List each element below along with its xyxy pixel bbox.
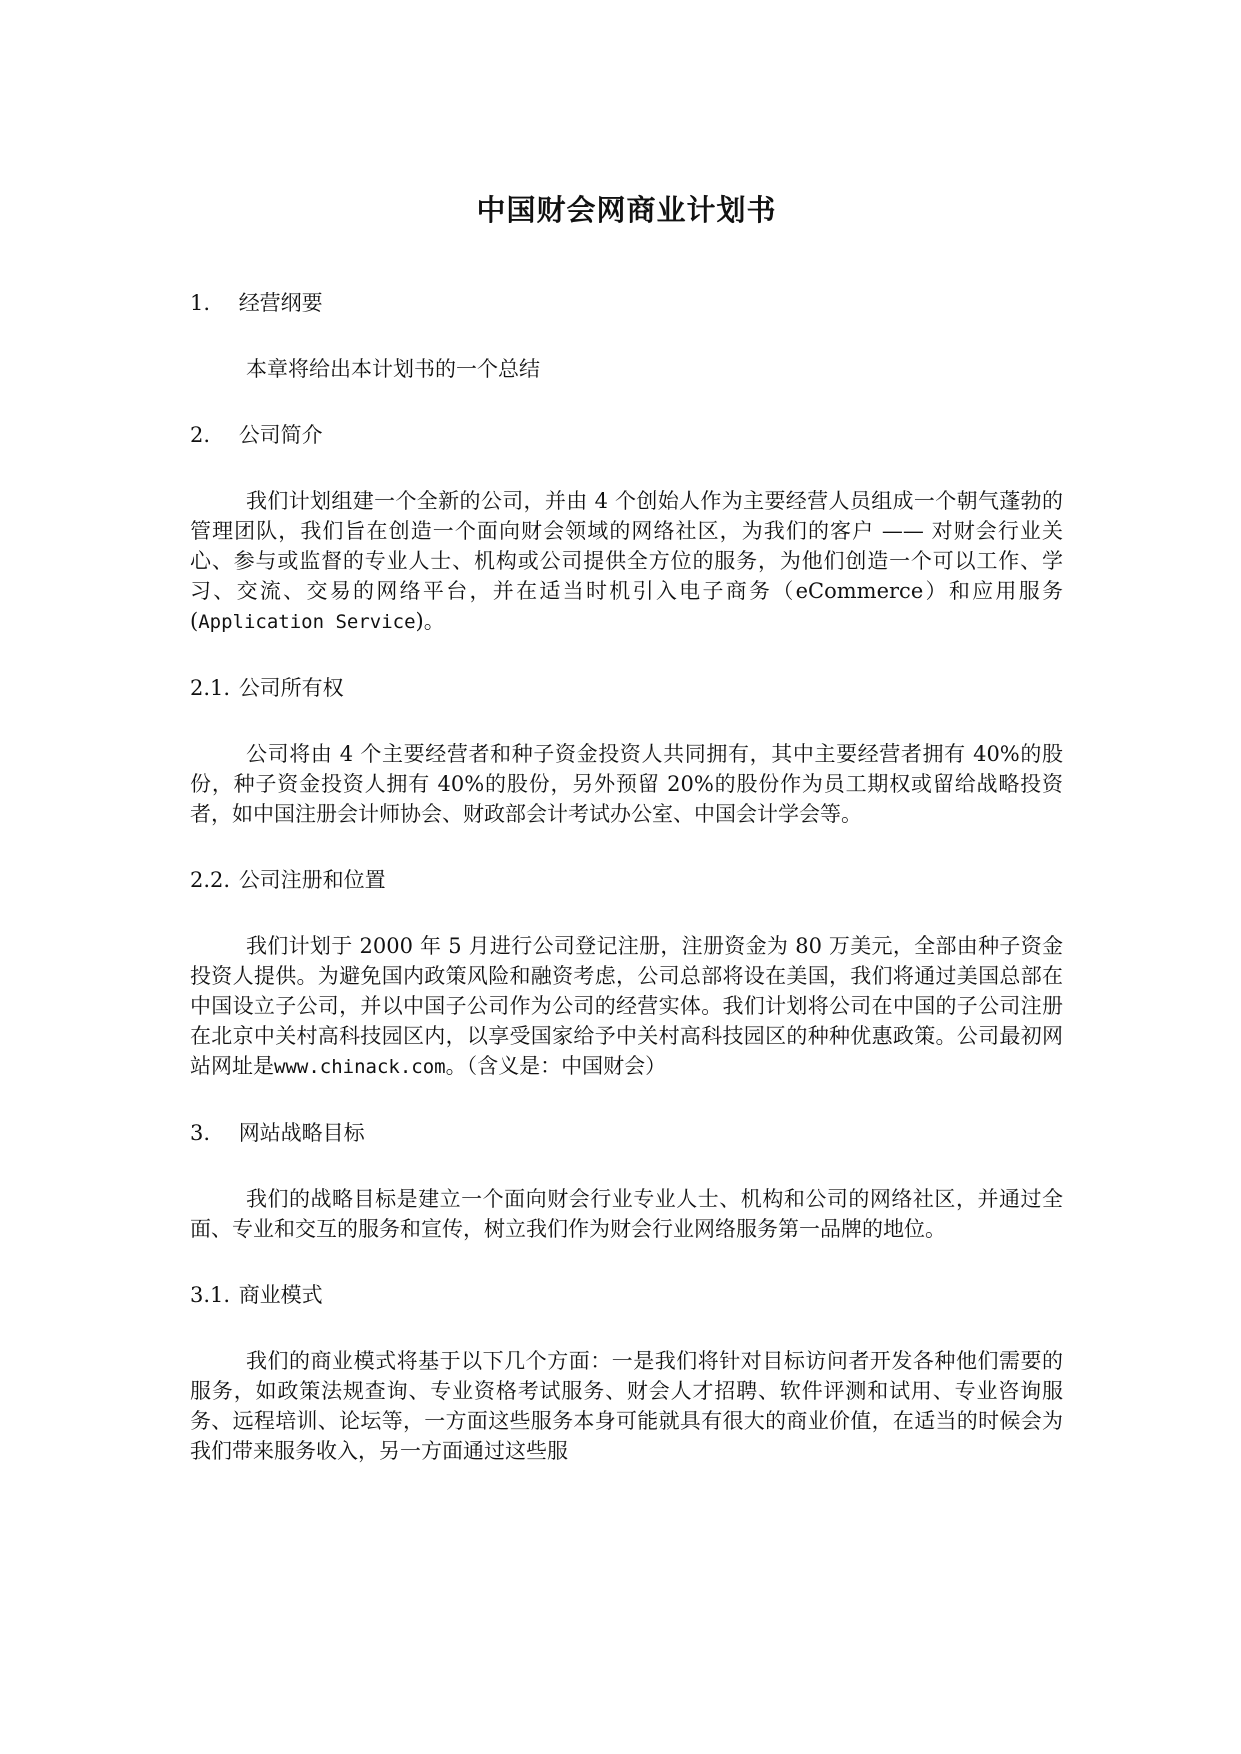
section-paragraph — [190, 486, 1063, 637]
section-heading — [190, 288, 1063, 318]
document-title: 中国财会网商业计划书 — [476, 193, 777, 227]
section-paragraph: 我们的商业模式将基于以下几个方面：一是我们将针对目标访问者开发各种他们需要的服务，如政策法规查询、专业资格考试服务、财会人才招聘、软件评测和试用、专业咨询服务、远程培训、论坛等，一方面这些服务本身可能就具有很大的商业价值，在适当的时候会为我们带来服务收入，另一方面通过这些服 — [190, 1349, 1063, 1463]
paragraph-term: Application Service — [198, 611, 416, 633]
section-heading — [190, 1118, 1063, 1148]
section-paragraph: 我们的战略目标是建立一个面向财会行业专业人士、机构和公司的网络社区，并通过全面、专业和交互的服务和宣传，树立我们作为财会行业网络服务第一品牌的地位。 — [190, 1187, 1063, 1241]
section-number: 3. — [190, 1121, 211, 1145]
paragraph-text: 我们计划于 2000 年 5 月进行公司登记注册，注册资金为 80 万美元，全部由种子资金投资人提供。为避免国内政策风险和融资考虑，公司总部将设在美国，我们将通过美国总部在中国设立子公司，并以中国子公司作为公司的经营实体。我们计划将公司在中国的子公司注册在北京中关村高科技园区内，以享受国家给予中关村高科技园区的种种优惠政策。公司最初网站网址是 — [190, 934, 1063, 1078]
section-number: 3.1. — [190, 1283, 231, 1307]
section-title: 公司所有权 — [238, 676, 344, 700]
section-title: 经营纲要 — [238, 291, 323, 315]
section-number: 2.2. — [190, 868, 231, 892]
paragraph-text: ）和应用服务( — [190, 579, 1064, 633]
section-heading — [190, 1280, 1063, 1310]
section-title: 公司简介 — [238, 423, 323, 447]
section-paragraph: 本章将给出本计划书的一个总结 — [246, 357, 540, 381]
section-paragraph: 公司将由 4 个主要经营者和种子资金投资人共同拥有，其中主要经营者拥有 40%的股份，种子资金投资人拥有 40%的股份，另外预留 20%的股份作为员工期权或留给战略投资者，如中国注册会计师协会、财政部会计考试办公室、中国会计学会等。 — [190, 742, 1063, 826]
section-heading — [190, 865, 1063, 895]
section-title: 公司注册和位置 — [238, 868, 386, 892]
section-number: 2.1. — [190, 676, 231, 700]
paragraph-text: 。（含义是：中国财会） — [445, 1054, 667, 1078]
paragraph-text: 我们计划组建一个全新的公司，并由 4 个创始人作为主要经营人员组成一个朝气蓬勃的管理团队，我们旨在创造一个面向财会领域的网络社区，为我们的客户 —— 对财会行业关心、参与或监督的专业人士、机构或公司提供全方位的服务，为他们创造一个可以工作、学习、交流、交易的网络平台，并在适当时机引入电子商务（ — [190, 489, 1063, 603]
section-number: 2. — [190, 423, 211, 447]
section-number: 1. — [190, 291, 211, 315]
paragraph-text: )。 — [415, 609, 445, 633]
paragraph-term: eCommerce — [795, 579, 924, 603]
section-heading — [190, 673, 1063, 703]
section-heading — [190, 420, 1063, 450]
section-title: 网站战略目标 — [238, 1121, 365, 1145]
document-page — [190, 190, 1063, 1466]
section-title: 商业模式 — [238, 1283, 323, 1307]
website-url: www.chinack.com — [274, 1056, 446, 1078]
section-paragraph — [190, 931, 1063, 1082]
